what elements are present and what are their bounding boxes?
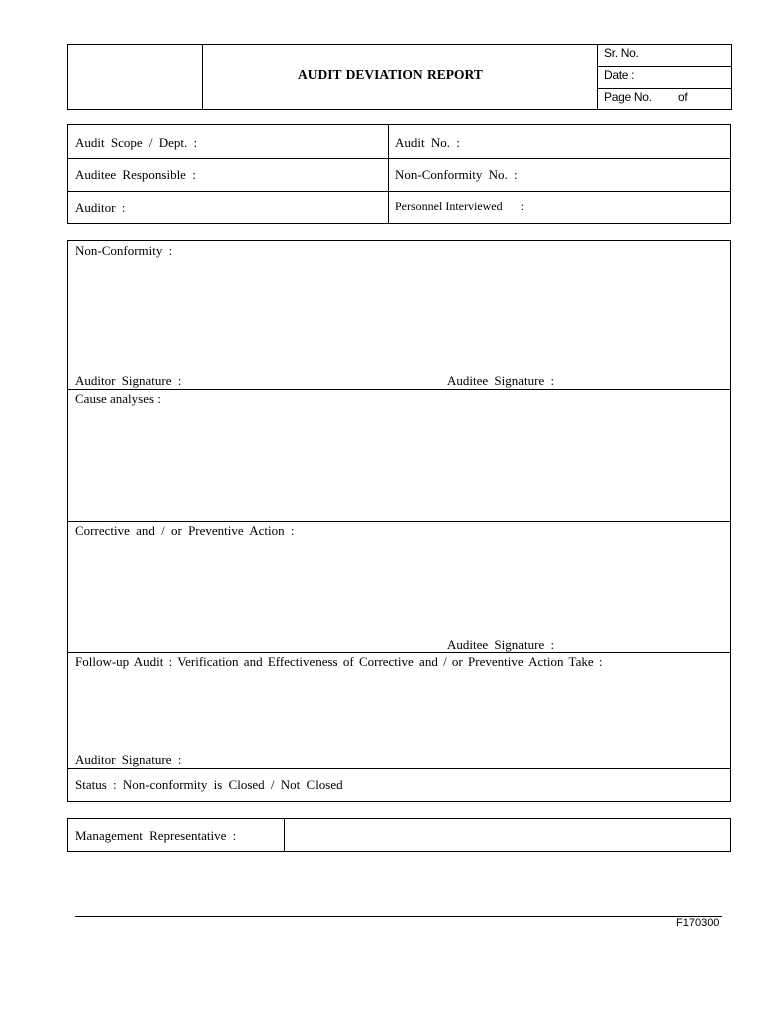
cause-analyses-label: Cause analyses : — [75, 391, 161, 406]
auditor-signature-label: Auditor Signature : — [75, 373, 182, 388]
management-representative-label: Management Representative : — [75, 828, 237, 843]
date-label: Date : — [604, 68, 635, 82]
auditee-responsible-label: Auditee Responsible : — [75, 167, 196, 182]
form-code: F170300 — [676, 917, 720, 929]
auditor-signature-label-2: Auditor Signature : — [75, 752, 182, 767]
non-conformity-no-label: Non-Conformity No. : — [395, 167, 518, 182]
auditee-signature-label-2: Auditee Signature : — [447, 637, 555, 652]
status-label: Status : Non-conformity is Closed / Not Closed — [75, 777, 343, 792]
follow-up-audit-label: Follow-up Audit : Verification and Effectiveness of Corrective and / or Preventive Action Take : — [75, 654, 603, 669]
audit-scope-label: Audit Scope / Dept. : — [75, 135, 198, 150]
header-table — [67, 44, 732, 110]
footer-divider — [75, 916, 722, 917]
page-no-label: Page No. — [604, 90, 652, 104]
management-representative-table — [67, 818, 731, 852]
auditor-label: Auditor : — [75, 200, 126, 215]
non-conformity-label: Non-Conformity : — [75, 243, 173, 258]
audit-no-label: Audit No. : — [395, 135, 460, 150]
corrective-action-label: Corrective and / or Preventive Action : — [75, 523, 295, 538]
deviation-details-table — [67, 240, 731, 802]
auditee-signature-label: Auditee Signature : — [447, 373, 555, 388]
page-of-label: of — [678, 90, 688, 104]
report-title: AUDIT DEVIATION REPORT — [298, 67, 483, 82]
sr-no-label: Sr. No. — [604, 46, 639, 60]
logo-area — [68, 45, 202, 109]
personnel-interviewed-label: Personnel Interviewed : — [395, 199, 524, 213]
audit-info-table — [67, 124, 731, 224]
